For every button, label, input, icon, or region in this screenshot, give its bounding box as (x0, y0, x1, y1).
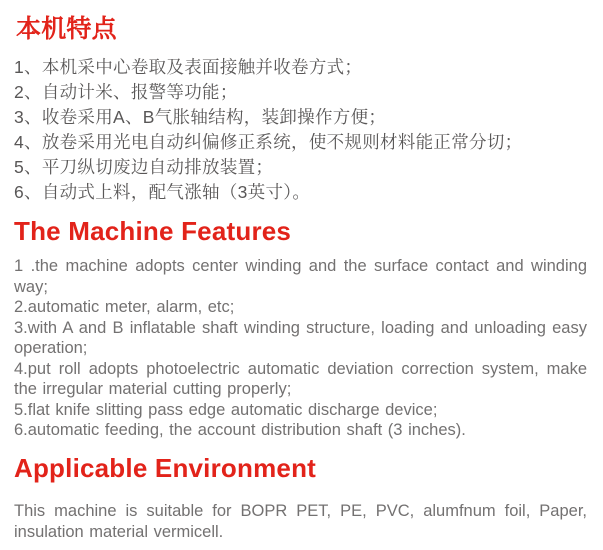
section-title-cn-features: 本机特点 (16, 15, 117, 43)
en-feature-item-1: 1 .the machine adopts center winding and the surface contact and winding way; (14, 257, 587, 296)
en-feature-item-5: 5.flat knife slitting pass edge automatic discharge device; (14, 400, 438, 419)
cn-feature-item-6: 6、自动式上料，配气涨轴（3英寸）。 (14, 182, 311, 202)
cn-feature-item-5: 5、平刀纵切废边自动排放装置； (14, 157, 274, 177)
en-feature-item-3: 3.with A and B inflatable shaft winding structure, loading and unloading easy operation; (14, 318, 587, 357)
cn-feature-item-4: 4、放卷采用光电自动纠偏修正系统，使不规则材料能正常分切； (14, 132, 523, 152)
cn-feature-list (14, 55, 587, 205)
cn-feature-item-3: 3、收卷采用A、B气胀轴结构，装卸操作方便； (14, 107, 387, 127)
environment-paragraph: This machine is suitable for BOPR PET, PE, PVC, alumfnum foil, Paper, insulation material vermicell. (14, 501, 587, 541)
en-feature-list (14, 256, 587, 441)
cn-feature-item-2: 2、自动计米、报警等功能； (14, 82, 238, 102)
en-feature-item-2: 2.automatic meter, alarm, etc; (14, 298, 235, 316)
section-title-en-features: The Machine Features (14, 216, 292, 246)
section-title-environment: Applicable Environment (14, 452, 317, 483)
cn-feature-item-1: 1、本机采中心卷取及表面接触并收卷方式； (14, 57, 363, 77)
en-feature-item-6: 6.automatic feeding, the account distribution shaft (3 inches). (14, 421, 466, 439)
en-feature-item-4: 4.put roll adopts photoelectric automatic deviation correction system, make the irregular material cutting properly; (14, 359, 587, 398)
